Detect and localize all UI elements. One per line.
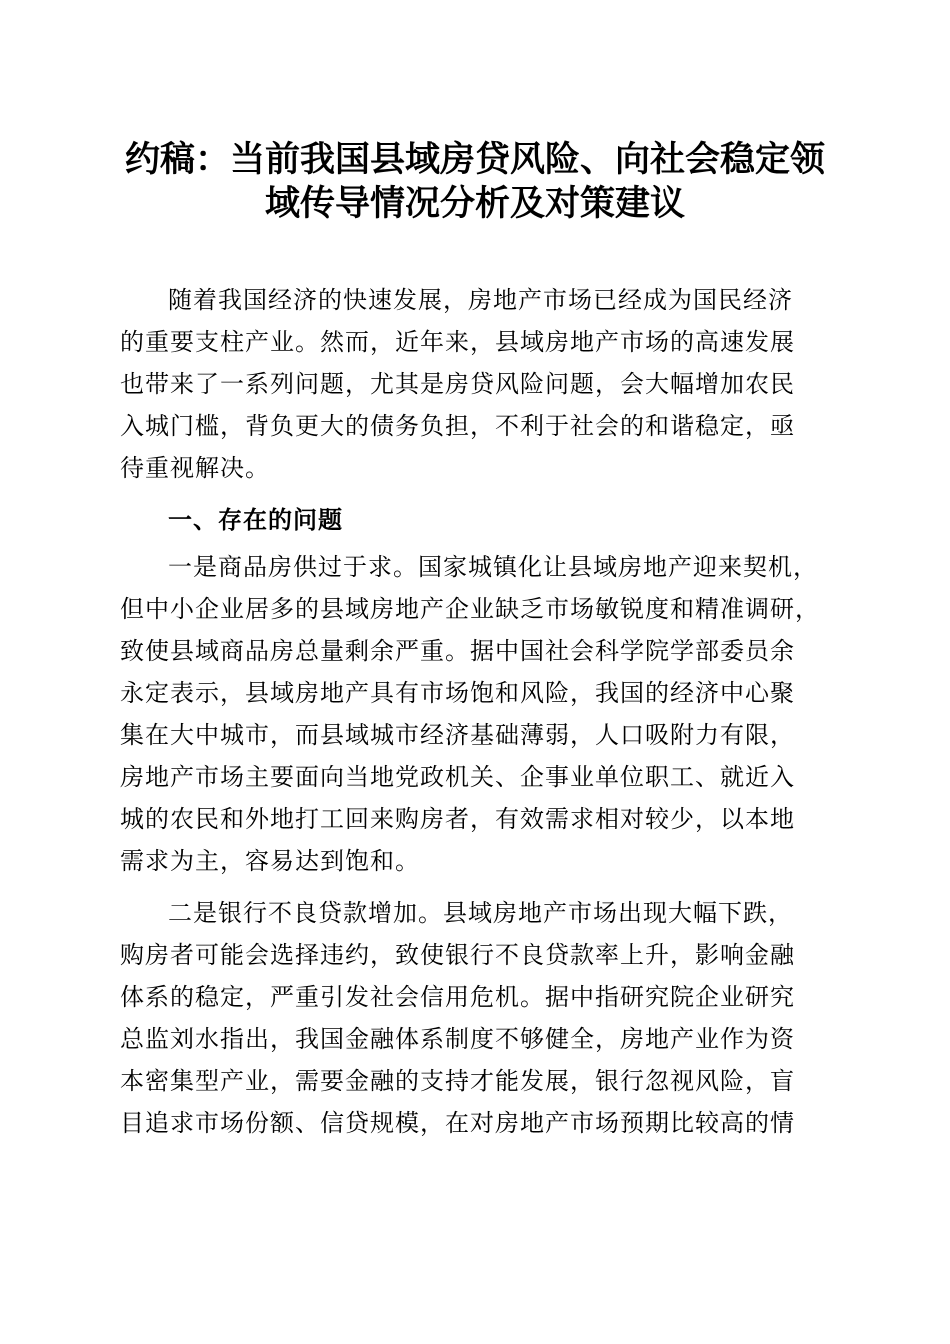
paragraph-point-1-line: 房地产市场主要面向当地党政机关、企事业单位职工、就近入	[120, 763, 795, 791]
paragraph-point-2-line: 二是银行不良贷款增加。县域房地产市场出现大幅下跌，	[168, 899, 793, 927]
paragraph-point-1-line: 集在大中城市，而县域城市经济基础薄弱，人口吸附力有限，	[120, 721, 795, 749]
paragraph-point-1-line: 一是商品房供过于求。国家城镇化让县域房地产迎来契机，	[168, 553, 818, 581]
paragraph-point-2-line: 本密集型产业，需要金融的支持才能发展，银行忽视风险，盲	[120, 1067, 795, 1095]
paragraph-intro-line: 入城门槛，背负更大的债务负担，不利于社会的和谐稳定，亟	[120, 412, 795, 440]
paragraph-point-1-line: 但中小企业居多的县域房地产企业缺乏市场敏锐度和精准调研，	[120, 595, 820, 623]
title-line-2: 域传导情况分析及对策建议	[264, 183, 685, 224]
paragraph-point-2-line: 购房者可能会选择违约，致使银行不良贷款率上升，影响金融	[120, 941, 795, 969]
paragraph-intro-line: 随着我国经济的快速发展，房地产市场已经成为国民经济	[168, 286, 793, 314]
section-heading: 一、存在的问题	[168, 506, 343, 534]
title-line-1: 约稿：当前我国县域房贷风险、向社会稳定领	[124, 139, 825, 180]
paragraph-point-1-line: 永定表示，县域房地产具有市场饱和风险，我国的经济中心聚	[120, 679, 795, 707]
paragraph-point-2-line: 目追求市场份额、信贷规模，在对房地产市场预期比较高的情	[120, 1109, 795, 1137]
paragraph-point-1-line: 致使县域商品房总量剩余严重。据中国社会科学院学部委员余	[120, 637, 795, 665]
paragraph-point-2-line: 总监刘水指出，我国金融体系制度不够健全，房地产业作为资	[120, 1025, 795, 1053]
paragraph-point-2-line: 体系的稳定，严重引发社会信用危机。据中指研究院企业研究	[120, 983, 795, 1011]
paragraph-point-1-line: 城的农民和外地打工回来购房者，有效需求相对较少，以本地	[120, 805, 795, 833]
paragraph-point-1-line: 需求为主，容易达到饱和。	[120, 847, 420, 875]
paragraph-intro-line: 待重视解决。	[120, 454, 270, 482]
paragraph-intro-line: 也带来了一系列问题，尤其是房贷风险问题，会大幅增加农民	[120, 370, 795, 398]
paragraph-intro-line: 的重要支柱产业。然而，近年来，县域房地产市场的高速发展	[120, 328, 795, 356]
